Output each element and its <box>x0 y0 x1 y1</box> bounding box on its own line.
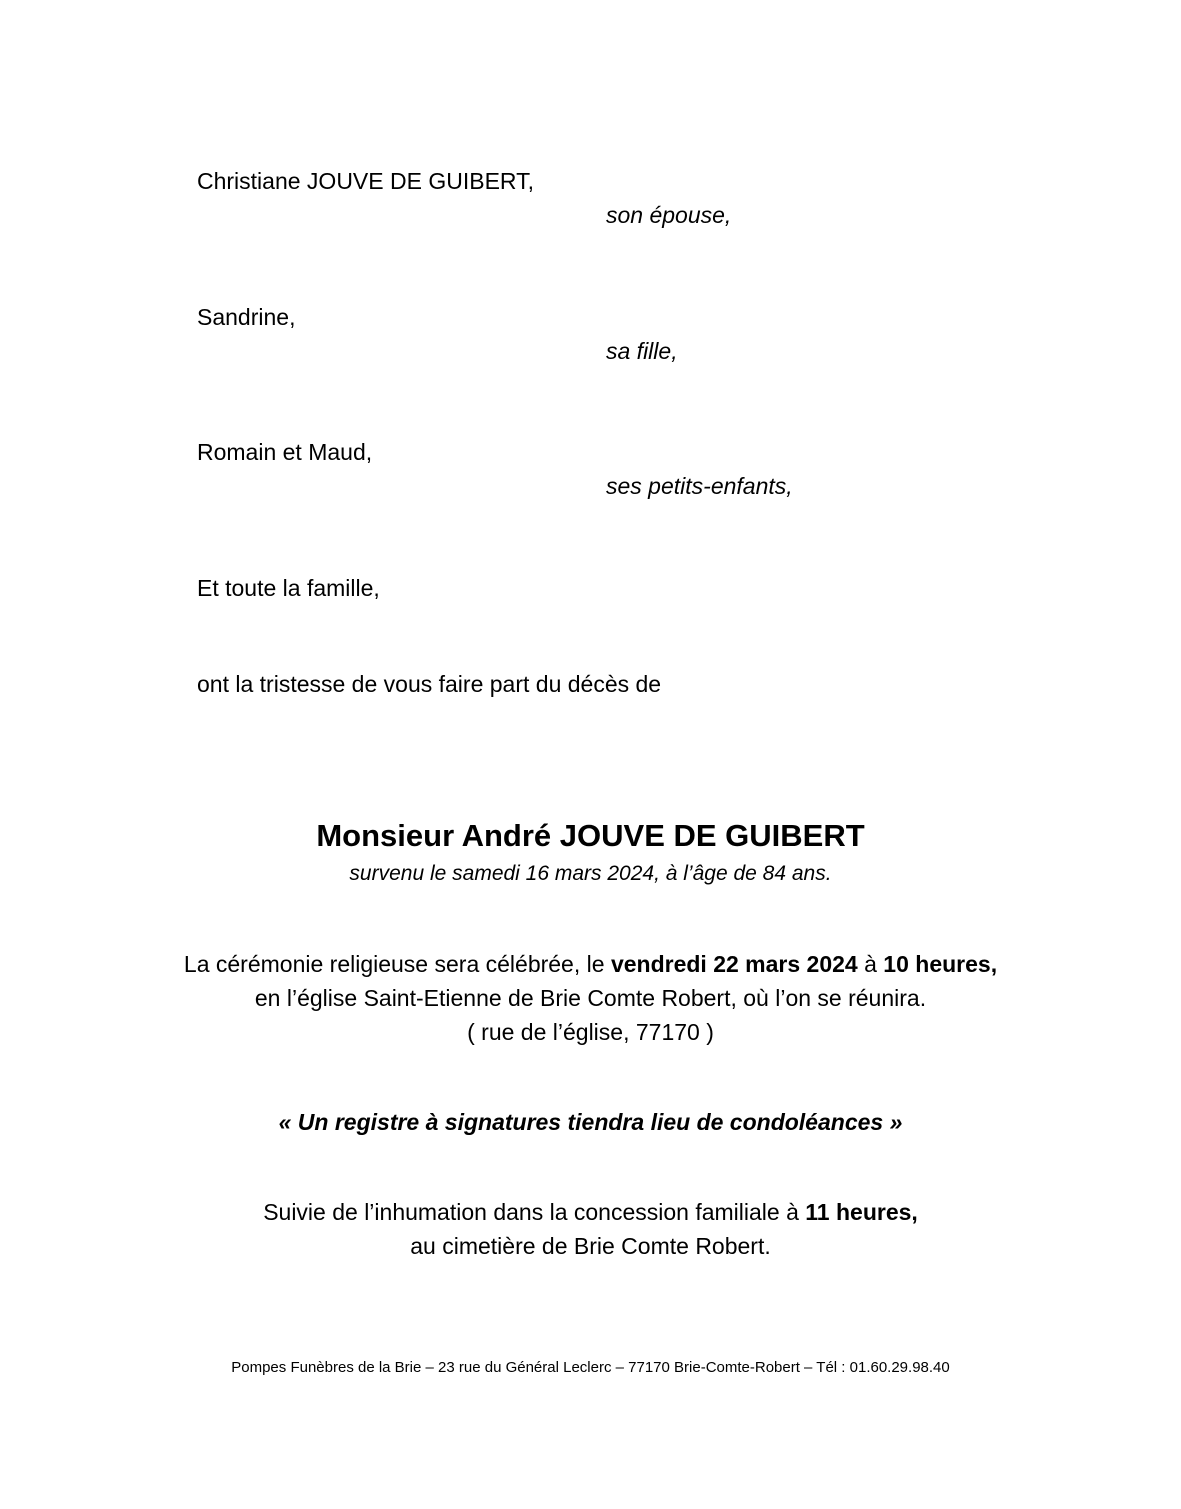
burial-time: 11 heures, <box>805 1199 918 1225</box>
announcement-text: ont la tristesse de vous faire part du décès de <box>197 671 662 697</box>
family-member-name: Romain et Maud, <box>197 439 373 465</box>
family-member-name: Et toute la famille, <box>197 575 380 601</box>
condolences-note: « Un registre à signatures tiendra lieu de condoléances » <box>278 1109 903 1135</box>
deceased-details: survenu le samedi 16 mars 2024, à l’âge de 84 ans. <box>349 862 832 885</box>
ceremony-mid: à <box>857 951 884 977</box>
funeral-home-footer: Pompes Funèbres de la Brie – 23 rue du Général Leclerc – 77170 Brie-Comte-Robert – Tél : 01.60.29.98.40 <box>231 1359 950 1376</box>
ceremony-prefix: La cérémonie religieuse sera célébrée, le <box>183 951 611 977</box>
ceremony-time: 10 heures, <box>883 951 998 977</box>
family-member-name: Sandrine, <box>197 304 296 330</box>
ceremony-line-1 <box>0 951 1181 978</box>
family-member-name: Christiane JOUVE DE GUIBERT, <box>197 168 535 194</box>
family-member-relation: sa fille, <box>606 338 678 364</box>
burial-prefix: Suivie de l’inhumation dans la concession familiale à <box>263 1199 806 1225</box>
ceremony-address: ( rue de l’église, 77170 ) <box>467 1019 714 1045</box>
burial-line-1 <box>0 1199 1181 1226</box>
ceremony-line-2: en l’église Saint-Etienne de Brie Comte Robert, où l’on se réunira. <box>254 985 927 1011</box>
family-member-relation: son épouse, <box>606 202 732 228</box>
deceased-name: Monsieur André JOUVE DE GUIBERT <box>316 818 865 853</box>
ceremony-date: vendredi 22 mars 2024 <box>610 951 858 977</box>
burial-line-2: au cimetière de Brie Comte Robert. <box>410 1233 771 1259</box>
family-member-relation: ses petits-enfants, <box>606 473 793 499</box>
